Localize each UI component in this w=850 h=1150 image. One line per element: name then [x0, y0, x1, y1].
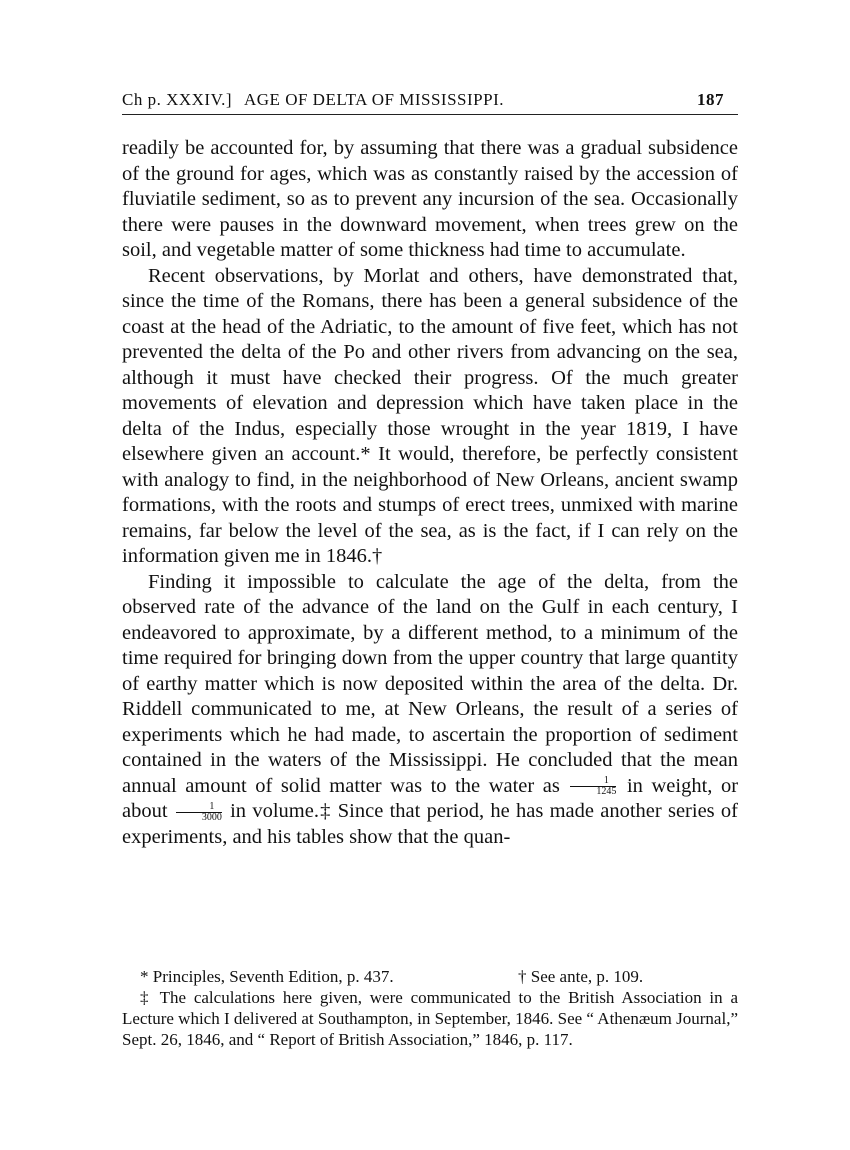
paragraph-sediment-part-1: Finding it impossible to calculate the age of the delta, from the observed rate of the advance of the land on the Gulf in each century, I endeavored to approximate, by a different method, to a minimum of the time required for bringing down from the upper country that large quantity of earthy matter which is now deposited within the area of the delta. Dr. Riddell communicated to me, at New Orleans, the result of a series of experiments which he had made, to ascertain the proportion of sediment contained in the waters of the Mississippi. He concluded that the mean annual amount of solid matter was to the water as: [122, 570, 738, 797]
footnote-principles: * Principles, Seventh Edition, p. 437.: [140, 967, 394, 986]
fraction-weight-numerator: 1: [570, 776, 616, 787]
fraction-volume: [176, 802, 222, 823]
paragraph-sediment-part-2: in weight, or about: [122, 774, 739, 822]
paragraph-sediment-part-3: in volume.‡ Since that period, he has made another series of experiments, and his tables show that the quan-: [122, 800, 739, 848]
running-title: AGE OF DELTA OF MISSISSIPPI.: [244, 90, 504, 109]
running-header: [122, 86, 738, 115]
body-text: [122, 136, 738, 850]
footnote-row-1: [122, 966, 738, 987]
fraction-volume-numerator: 1: [176, 802, 222, 813]
footnotes: [122, 966, 738, 1050]
chapter-reference: Ch p. XXXIV.]: [122, 90, 233, 109]
footnote-calculations: ‡ The calculations here given, were communicated to the British Association in a Lecture which I delivered at Southampton, in September, 1846. See “ Athenæum Journal,” Sept. 26, 1846, and “ Report of British Association,” 1846, p. 117.: [122, 988, 738, 1049]
footnote-see-ante: † See ante, p. 109.: [518, 967, 644, 986]
paragraph-continuation: readily be accounted for, by assuming that there was a gradual subsidence of the ground for ages, which was as constantly raised by the accession of fluviatile sediment, so as to prevent any incursion of the sea. Occasionally there were pauses in the downward movement, when trees grew on the soil, and vegetable matter of some thickness had time to accumulate.: [122, 137, 738, 261]
paragraph-sediment: [122, 570, 738, 851]
fraction-volume-denominator: 3000: [201, 811, 222, 823]
page-number: 187: [697, 90, 724, 109]
paragraph-adriatic: Recent observations, by Morlat and others, have demonstrated that, since the time of the Romans, there has been a general subsidence of the coast at the head of the Adriatic, to the amount of five feet, which has not prevented the delta of the Po and other rivers from advancing on the sea, although it must have checked their progress. Of the much greater movements of elevation and depression which have taken place in the delta of the Indus, especially those wrought in the year 1819, I have elsewhere given an account.* It would, therefore, be perfectly consistent with analogy to find, in the neighborhood of New Orleans, ancient swamp formations, with the roots and stumps of erect trees, unmixed with marine remains, far below the level of the sea, as is the fact, if I can rely on the information given me in 1846.†: [122, 264, 738, 567]
fraction-weight-denominator: 1245: [596, 786, 617, 798]
fraction-weight: [570, 776, 616, 797]
